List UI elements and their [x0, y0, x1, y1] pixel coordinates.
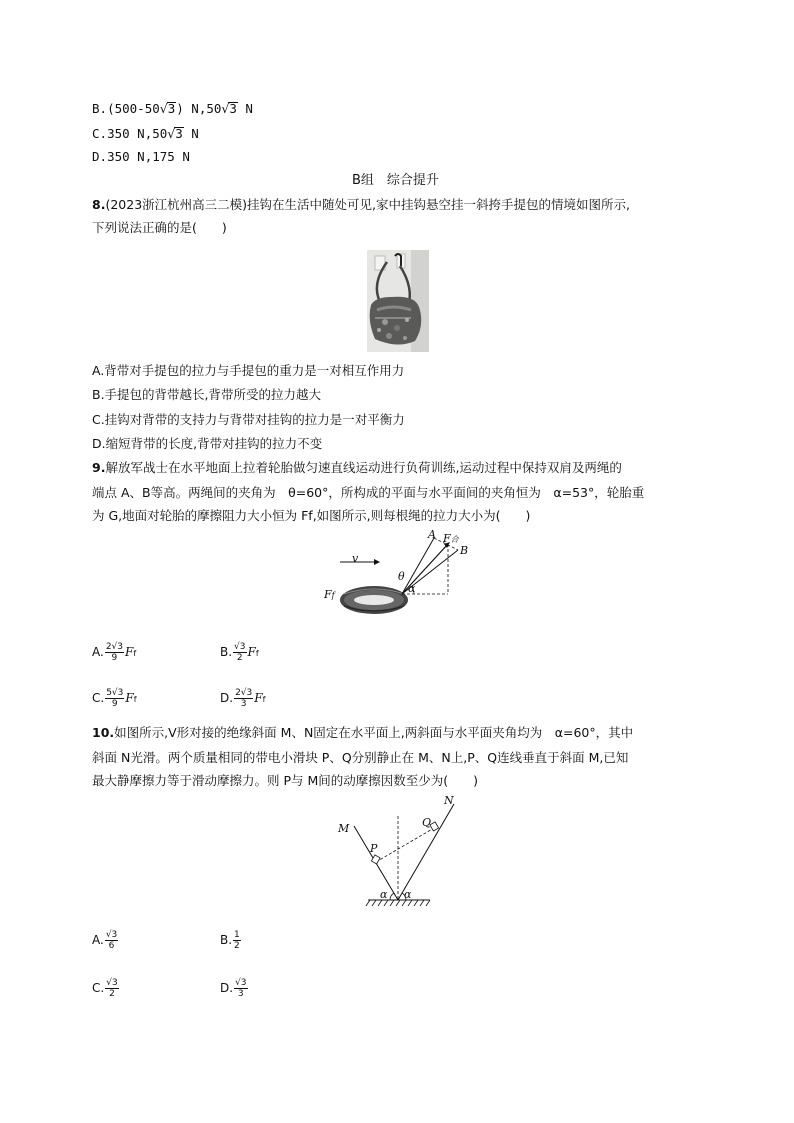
q7-option-b — [92, 100, 253, 118]
q9-line1-text: 解放军战士在水平地面上拉着轮胎做匀速直线运动进行负荷训练,运动过程中保持双肩及两绳的 — [105, 460, 622, 475]
q9-line1 — [92, 459, 622, 477]
q9-option-b-letter: B. — [220, 645, 233, 659]
q9-line3: 为 G,地面对轮胎的摩擦阻力大小恒为 Ff,如图所示,则每根绳的拉力大小为( ) — [92, 508, 531, 523]
q8-stem-line2: 下列说法正确的是( ) — [92, 220, 227, 235]
q8-option-a: A.背带对手提包的拉力与手提包的重力是一对相互作用力 — [92, 363, 405, 378]
q8-option-b: B.手提包的背带越长,背带所受的拉力越大 — [92, 387, 322, 402]
q10-alpha1-label: α — [380, 888, 388, 901]
q10-option-c-num: √3 — [106, 978, 118, 988]
q9-tire-figure — [318, 530, 478, 624]
q10-alpha2-label: α — [404, 888, 412, 901]
q10-number: 10. — [92, 725, 115, 740]
q10-p-label: P — [370, 842, 378, 855]
q7-option-c — [92, 125, 199, 143]
q10-option-d — [220, 978, 249, 999]
q9-option-a — [92, 642, 136, 663]
q10-option-b-frac — [233, 930, 241, 951]
q9-option-a-den: 9 — [111, 653, 118, 663]
q10-option-c-letter: C. — [92, 981, 105, 995]
q9-alpha-label: α — [408, 582, 416, 595]
q7-option-b-part3: N — [237, 101, 253, 116]
q7-option-c-sqrt1: 3 — [175, 126, 183, 141]
q9-line2: 端点 A、B等高。两绳间的夹角为 θ=60°，所构成的平面与水平面间的夹角恒为 α=53°，轮胎重 — [92, 485, 645, 500]
q7-option-d — [92, 148, 190, 166]
q9-option-d-num: 2√3 — [235, 688, 253, 698]
q7-option-c-part2: N — [183, 126, 199, 141]
section-title: B组 综合提升 — [352, 173, 439, 188]
q8-stem-line1 — [92, 196, 630, 214]
q9-option-d-den: 3 — [240, 699, 247, 709]
q9-option-d — [220, 688, 265, 709]
q10-incline-figure — [330, 796, 470, 912]
q7-option-b-part2: ) N,50 — [176, 101, 222, 116]
q10-line1-text: 如图所示,V形对接的绝缘斜面 M、N固定在水平面上,两斜面与水平面夹角均为 α=60°，其中 — [114, 725, 634, 740]
q10-option-b — [220, 930, 242, 951]
q10-line1 — [92, 724, 633, 742]
q10-line3: 最大静摩擦力等于滑动摩擦力。则 P与 M间的动摩擦因数至少为( ) — [92, 773, 479, 788]
q9-option-c-frac — [105, 688, 124, 709]
q7-option-b-sqrt2: 3 — [229, 101, 237, 116]
q9-option-a-frac — [105, 642, 124, 663]
q9-option-b-den: 2 — [236, 653, 243, 663]
q9-option-d-var: F — [254, 691, 263, 705]
q9-option-c-den: 9 — [111, 699, 118, 709]
q10-option-b-letter: B. — [220, 933, 233, 947]
q7-option-b-letter: B. — [92, 101, 108, 116]
q8-handbag-photo — [367, 250, 429, 352]
sqrt-sign: √ — [221, 101, 230, 116]
q10-option-d-num: √3 — [235, 978, 247, 988]
q9-option-d-letter: D. — [220, 691, 234, 705]
q10-option-a — [92, 930, 119, 951]
sqrt-sign: √ — [167, 126, 176, 141]
q9-number: 9. — [92, 460, 106, 475]
q9-option-d-frac — [234, 688, 253, 709]
q9-option-b-sub: f — [255, 649, 259, 658]
q9-option-a-var: F — [125, 645, 134, 659]
q9-v-label: v — [352, 552, 359, 565]
q9-theta-label: θ — [398, 570, 405, 583]
q9-option-a-num: 2√3 — [105, 642, 123, 652]
q9-option-c-num: 5√3 — [106, 688, 124, 698]
q7-option-b-sqrt1: 3 — [167, 101, 176, 116]
q9-option-b — [220, 642, 259, 663]
q9-option-b-frac — [233, 642, 246, 663]
q7-option-c-part1: 350 N,50 — [107, 126, 168, 141]
q10-line2: 斜面 N光滑。两个质量相同的带电小滑块 P、Q分别静止在 M、N上,P、Q连线垂直于斜面 M,已知 — [92, 750, 629, 765]
q10-option-d-den: 3 — [237, 989, 244, 999]
q9-option-c-letter: C. — [92, 691, 105, 705]
q10-option-a-frac — [105, 930, 118, 951]
q10-option-a-letter: A. — [92, 933, 104, 947]
q8-option-d: D.缩短背带的长度,背带对挂钩的拉力不变 — [92, 436, 323, 451]
v-incline-diagram — [330, 796, 470, 912]
q9-a-label: A — [428, 528, 436, 541]
q8-number: 8. — [92, 197, 106, 212]
q10-n-label: N — [444, 794, 454, 807]
q10-option-c-den: 2 — [109, 989, 115, 999]
q10-option-c — [92, 978, 120, 999]
q9-option-c — [92, 688, 137, 709]
q9-option-a-sub: f — [133, 649, 137, 658]
q10-option-c-frac — [105, 978, 118, 999]
q10-m-label: M — [338, 822, 350, 835]
q10-q-label: Q — [422, 816, 432, 829]
q7-option-d-text: 350 N,175 N — [107, 149, 190, 164]
q7-option-d-letter: D. — [92, 149, 108, 164]
handbag-illustration — [367, 250, 429, 352]
q9-option-c-sub: f — [133, 695, 137, 704]
q7-option-c-letter: C. — [92, 126, 108, 141]
q9-option-d-sub: f — [262, 695, 266, 704]
q10-option-d-letter: D. — [220, 981, 234, 995]
q10-option-a-den: 6 — [108, 941, 115, 951]
q9-ff-var: F — [324, 588, 332, 601]
q9-ff-label — [324, 588, 335, 601]
q10-option-d-frac — [234, 978, 247, 999]
q10-option-b-den: 2 — [234, 941, 240, 951]
q9-f-label — [443, 532, 459, 545]
q8-option-c: C.挂钩对背带的支持力与背带对挂钩的拉力是一对平衡力 — [92, 412, 405, 427]
q9-ff-sub: f — [331, 591, 335, 600]
q10-option-a-num: √3 — [105, 930, 118, 940]
q9-b-label: B — [460, 544, 469, 557]
q8-stem-text1: (2023浙江杭州高三二模)挂钩在生活中随处可见,家中挂钩悬空挂一斜挎手提包的情境如图所示, — [105, 197, 630, 212]
q9-option-b-var: F — [247, 645, 256, 659]
q7-option-b-part1: (500-50 — [107, 101, 160, 116]
q9-option-c-var: F — [125, 691, 134, 705]
sqrt-sign: √ — [159, 101, 168, 116]
q9-option-a-letter: A. — [92, 645, 104, 659]
q9-f-sub: 合 — [450, 535, 459, 544]
q9-f-var: F — [443, 532, 451, 545]
q10-option-b-num: 1 — [234, 930, 240, 940]
q9-option-b-num: √3 — [234, 642, 246, 652]
